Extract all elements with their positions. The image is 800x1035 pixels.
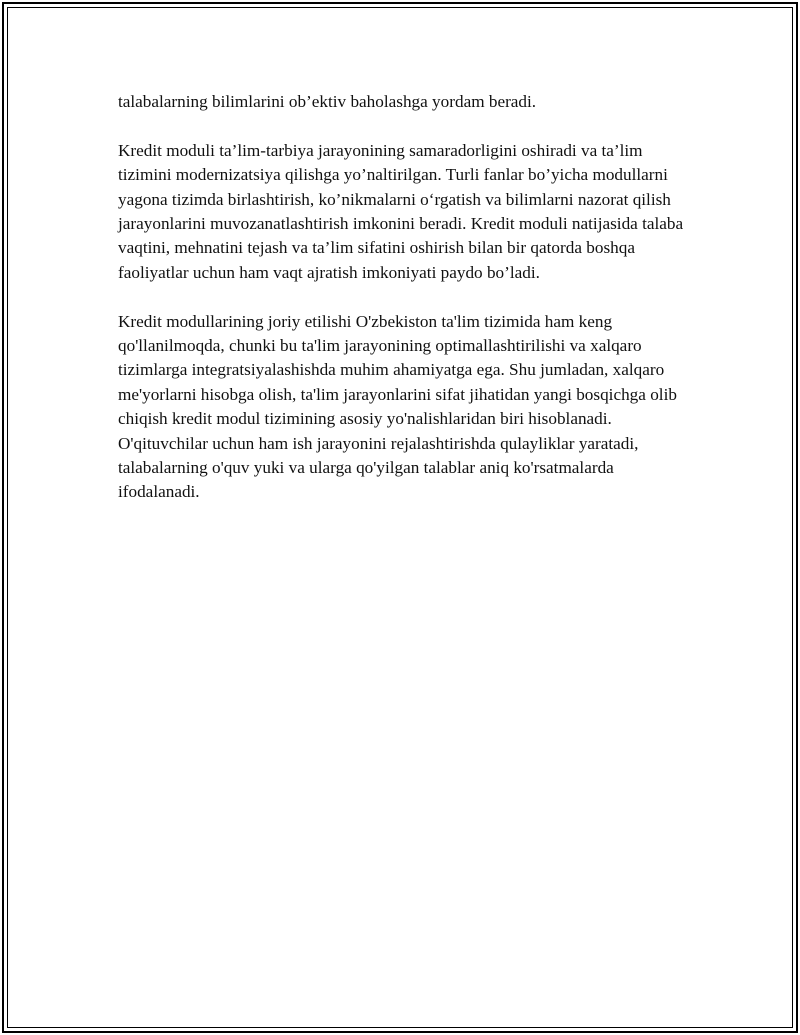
- paragraph-2: Kredit moduli ta’lim-tarbiya jarayonining samaradorligini oshiradi va ta’lim tizimini modernizatsiya qilishga yo’naltirilgan. Turli fanlar bo’yicha modullarni yagona tizimda birlashtirish, ko’nikmalarni o‘rgatish va bilimlarni nazorat qilish jarayonlarini muvozanatlashtirish imkonini beradi. Kredit moduli natijasida talaba vaqtini, mehnatini tejash va ta’lim sifatini oshirish bilan bir qatorda boshqa faoliyatlar uchun ham vaqt ajratish imkoniyati paydo bo’ladi.: [118, 140, 684, 282]
- document-body: [118, 90, 698, 529]
- paragraph-3: Kredit modullarining joriy etilishi O'zbekiston ta'lim tizimida ham keng qo'llanilmoqda, chunki bu ta'lim jarayonining optimallashtirilishi va xalqaro tizimlarga integratsiyalashishda muhim ahamiyatga ega. Shu jumladan, xalqaro me'yorlarni hisobga olish, ta'lim jarayonlarini sifat jihatidan yangi bosqichga olib chiqish kredit modul tizimining asosiy yo'nalishlaridan biri hisoblanadi. O'qituvchilar uchun ham ish jarayonini rejalashtirishda qulayliklar yaratadi, talabalarning o'quv yuki va ularga qo'yilgan talablar aniq ko'rsatmalarda ifodalanadi.: [118, 311, 677, 502]
- paragraph-1: talabalarning bilimlarini ob’ektiv baholashga yordam beradi.: [118, 92, 537, 111]
